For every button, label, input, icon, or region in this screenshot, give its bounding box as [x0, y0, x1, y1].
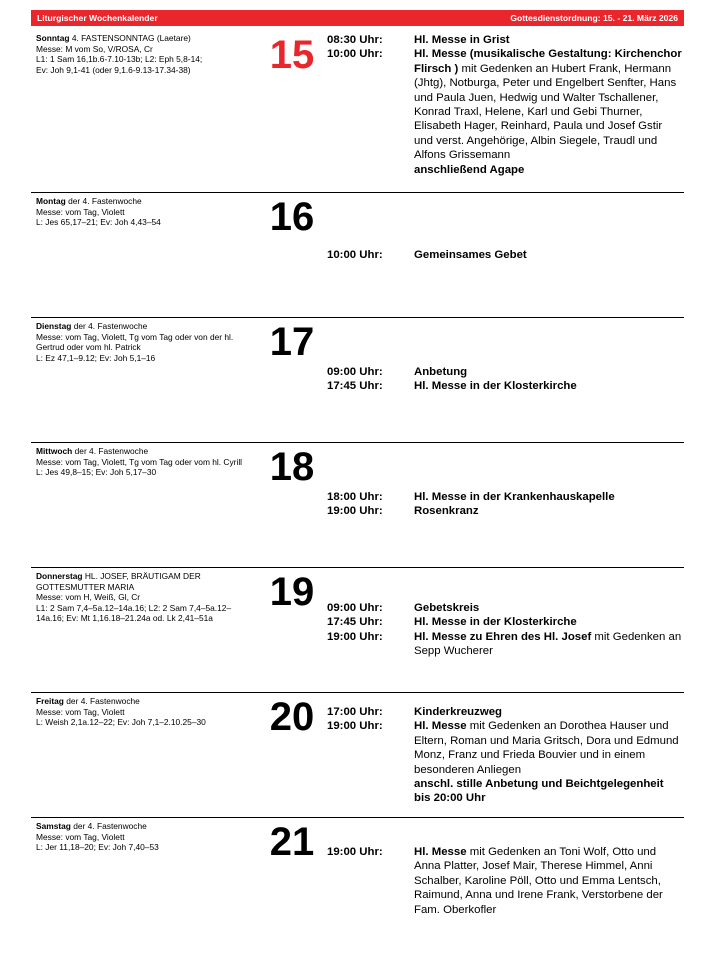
event-title: Hl. Messe in der Klosterkirche: [414, 380, 577, 393]
liturgy-line: Messe: vom Tag, Violett: [36, 206, 125, 217]
event-time: 09:00 Uhr:: [327, 366, 383, 378]
event-item: [327, 504, 683, 518]
liturgy-line: Messe: vom Tag, Violett: [36, 831, 125, 842]
event-note: anschl. stille Anbetung und Beichtgelegenheit bis 20:00 Uhr: [414, 778, 664, 805]
header-date-range: Gottesdienstordnung: 15. - 21. März 2026: [510, 13, 678, 23]
event-time: 19:00 Uhr:: [327, 846, 383, 858]
event-details: mit Gedenken an Hubert Frank, Hermann (Jhtg), Notburga, Peter und Engelbert Senfter, Hans und Paula Juen, Hedwig und Walter Tschallener, Konrad Traxl, Helene, Karl und Gebi Thurner, Elisabeth Hager, Reinhard, Paula und Josef Gstir und verst. Angehörige, Albin Siegele, Traudl und Alfons Grissemann: [414, 62, 677, 162]
event-item: [327, 379, 683, 393]
event-time: 17:45 Uhr:: [327, 616, 383, 629]
event-item: [327, 705, 683, 719]
weekday-label: Dienstag: [36, 321, 72, 331]
liturgy-line: L: Weish 2,1a.12–22; Ev: Joh 7,1–2.10.25–30: [36, 717, 206, 728]
event-time: 18:00 Uhr:: [327, 491, 383, 503]
event-item: [327, 630, 683, 659]
event-title: Kinderkreuzweg: [414, 706, 502, 718]
event-details: mit Gedenken an Sepp Wucherer: [414, 630, 682, 658]
day-number: 17: [269, 320, 315, 364]
feast-title: der 4. Fastenwoche: [63, 696, 140, 706]
event-time: 19:00 Uhr:: [327, 630, 383, 643]
liturgy-line: Ev: Joh 9,1-41 (oder 9,1.6-9.13-17.34-38): [36, 64, 191, 75]
day-number: 20: [269, 695, 315, 739]
day-block-friday: [31, 693, 684, 818]
event-list: [327, 845, 683, 917]
event-list: [327, 601, 683, 659]
event-list: [327, 248, 683, 262]
event-title: Hl. Messe: [414, 846, 467, 858]
liturgy-line: Messe: vom Tag, Violett, Tg vom Tag oder von der hl. Gertrud oder vom hl. Patrick: [36, 331, 234, 353]
event-title: Gemeinsames Gebet: [414, 249, 527, 261]
event-note: anschließend Agape: [414, 163, 525, 176]
liturgy-line: Messe: vom Tag, Violett: [36, 706, 125, 717]
event-item: [327, 845, 683, 917]
weekday-label: Freitag: [36, 696, 64, 706]
liturgy-info: [36, 321, 254, 363]
feast-title: der 4. Fastenwoche: [65, 196, 142, 206]
event-title: Hl. Messe: [414, 720, 467, 733]
day-block-sunday: [31, 30, 684, 193]
event-item: [327, 490, 683, 504]
day-block-wednesday: [31, 443, 684, 568]
event-time: 19:00 Uhr:: [327, 505, 383, 518]
liturgy-line: Messe: vom H, Weiß, Gl, Cr: [36, 592, 141, 603]
event-list: [327, 33, 683, 177]
feast-title: der 4. Fastenwoche: [71, 321, 148, 331]
event-time: 10:00 Uhr:: [327, 249, 383, 261]
day-number: 18: [269, 445, 315, 489]
liturgy-line: L: Jes 65,17–21; Ev: Joh 4,43–54: [36, 217, 161, 228]
event-item: [327, 33, 683, 47]
event-time: 09:00 Uhr:: [327, 602, 383, 614]
feast-title: der 4. Fastenwoche: [72, 446, 149, 456]
header-title: Liturgischer Wochenkalender: [37, 13, 158, 23]
event-time: 10:00 Uhr:: [327, 48, 383, 61]
liturgy-line: L: Ez 47,1–9.12; Ev: Joh 5,1–16: [36, 352, 156, 363]
event-title: Gebetskreis: [414, 602, 480, 614]
event-details: mit Gedenken an Dorothea Hauser und Eltern, Roman und Maria Gritsch, Dora und Edmund Monz, Franz und Frieda Bouvier und in einem besonderen Anliegen: [414, 720, 679, 776]
event-title: Hl. Messe in Grist: [414, 34, 510, 46]
weekday-label: Montag: [36, 196, 66, 206]
liturgy-info: [36, 446, 254, 478]
liturgy-info: [36, 821, 254, 853]
feast-title: der 4. Fastenwoche: [70, 821, 147, 831]
event-details: mit Gedenken an Toni Wolf, Otto und Anna Platter, Josef Mair, Therese Himmel, Anni Schalber, Karoline Pöll, Otto und Emma Lentsch, Raimund, Anna und Irene Frank, Verstorbene der Fam. Oberkofler: [414, 846, 663, 916]
day-block-saturday: [31, 818, 684, 942]
liturgy-info: [36, 696, 254, 728]
liturgy-line: L: Jer 11,18–20; Ev: Joh 7,40–53: [36, 842, 159, 853]
event-list: [327, 490, 683, 519]
feast-title: 4. FASTENSONNTAG (Laetare): [69, 33, 191, 43]
event-time: 17:45 Uhr:: [327, 380, 383, 393]
feast-title: HL. JOSEF, BRÄUTIGAM DER GOTTESMUTTER MARIA: [36, 571, 201, 592]
liturgy-line: Messe: vom Tag, Violett, Tg vom Tag oder vom hl. Cyrill: [36, 456, 243, 467]
weekday-label: Mittwoch: [36, 446, 73, 456]
day-block-monday: [31, 193, 684, 318]
day-block-tuesday: [31, 318, 684, 443]
event-title: Hl. Messe zu Ehren des Hl. Josef: [414, 630, 592, 643]
event-item: [327, 248, 683, 262]
liturgy-info: [36, 33, 254, 75]
weekday-label: Sonntag: [36, 33, 70, 43]
event-title: Hl. Messe in der Klosterkirche: [414, 616, 577, 629]
event-item: [327, 615, 683, 629]
liturgy-line: Messe: M vom So, V/ROSA, Cr: [36, 43, 153, 54]
event-title: Hl. Messe (musikalische Gestaltung: Kirchenchor Flirsch ): [414, 48, 682, 75]
event-list: [327, 705, 683, 806]
event-item: [327, 365, 683, 379]
liturgy-line: L: Jes 49,8–15; Ev: Joh 5,17–30: [36, 467, 157, 478]
event-time: 08:30 Uhr:: [327, 34, 383, 46]
event-title: Anbetung: [414, 366, 468, 378]
day-block-thursday: [31, 568, 684, 693]
liturgy-line: L1: 2 Sam 7,4–5a.12–14a.16; L2: 2 Sam 7,4–5a.12–14a.16; Ev: Mt 1,16.18–21.24a od. Lk 2,41–51a: [36, 602, 232, 624]
day-number: 15: [269, 33, 315, 77]
weekday-label: Samstag: [36, 821, 71, 831]
event-title: Hl. Messe in der Krankenhauskapelle: [414, 491, 615, 503]
liturgy-line: L1: 1 Sam 16,1b.6-7.10-13b; L2: Eph 5,8-14;: [36, 54, 203, 65]
event-item: [327, 47, 683, 177]
weekday-label: Donnerstag: [36, 571, 83, 581]
header-bar: [31, 10, 684, 26]
day-number: 19: [269, 570, 315, 614]
event-time: 19:00 Uhr:: [327, 720, 383, 733]
liturgy-info: [36, 196, 254, 228]
event-time: 17:00 Uhr:: [327, 706, 383, 718]
event-title: Rosenkranz: [414, 505, 479, 518]
liturgy-info: [36, 571, 254, 624]
day-number: 16: [269, 195, 315, 239]
day-number: 21: [269, 820, 315, 864]
event-item: [327, 601, 683, 615]
event-list: [327, 365, 683, 394]
event-item: [327, 719, 683, 805]
